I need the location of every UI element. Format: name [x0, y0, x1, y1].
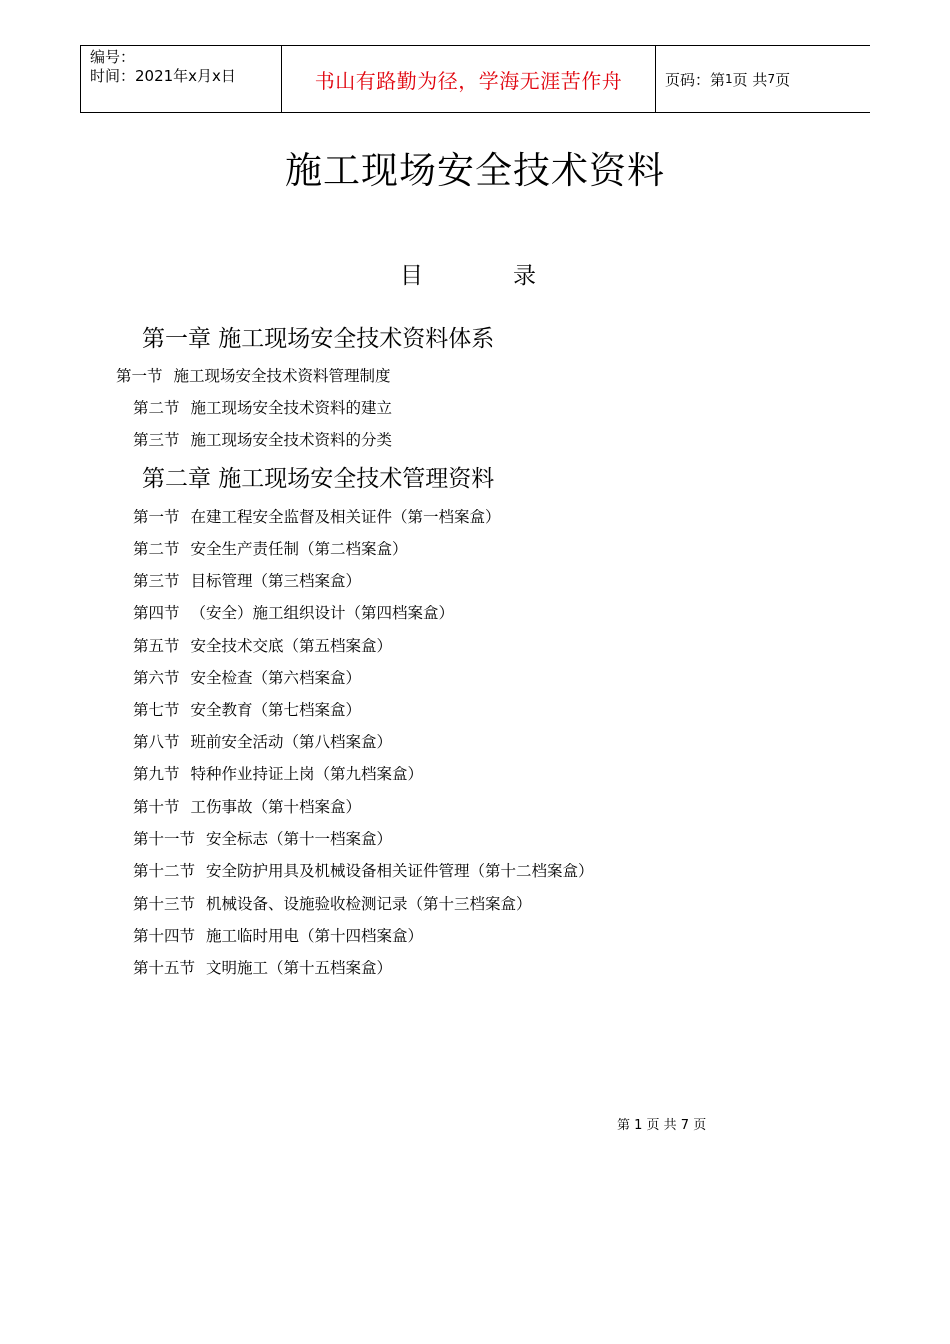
toc-section-number: 第十节	[133, 798, 180, 816]
toc-section-number: 第二节	[133, 540, 180, 558]
toc-section	[133, 601, 454, 623]
toc-section-title: 安全技术交底（第五档案盒）	[190, 637, 393, 655]
toc-section-title: 安全教育（第七档案盒）	[190, 701, 362, 719]
toc-section-number: 第十一节	[133, 830, 196, 848]
toc-section-title: 施工现场安全技术资料管理制度	[173, 367, 391, 385]
toc-section	[133, 730, 392, 752]
toc-section-title: 特种作业持证上岗（第九档案盒）	[190, 765, 424, 783]
toc-section-title: 安全生产责任制（第二档案盒）	[190, 540, 408, 558]
document-time-label: 时间：2021年x月x日	[90, 67, 236, 85]
toc-section-number: 第六节	[133, 669, 180, 687]
toc-heading-right: 录	[513, 263, 536, 289]
toc-section	[133, 762, 423, 784]
toc-section-title: 施工临时用电（第十四档案盒）	[206, 927, 424, 945]
toc-section	[133, 666, 361, 688]
toc-section-title: 施工现场安全技术资料的分类	[190, 431, 393, 449]
toc-section-number: 第八节	[133, 733, 180, 751]
toc-section-title: 安全防护用具及机械设备相关证件管理（第十二档案盒）	[206, 862, 594, 880]
toc-section	[133, 892, 532, 914]
toc-section	[133, 537, 408, 559]
toc-section-title: 安全标志（第十一档案盒）	[206, 830, 393, 848]
toc-section	[133, 569, 361, 591]
page-info-total: 7	[767, 72, 776, 86]
toc-section	[133, 827, 392, 849]
page-footer: 第 1 页 共 7 页	[617, 1118, 707, 1133]
toc-section	[133, 505, 501, 527]
toc-section-title: （安全）施工组织设计（第四档案盒）	[190, 604, 455, 622]
document-header	[80, 45, 870, 113]
toc-section-title: 施工现场安全技术资料的建立	[190, 399, 393, 417]
toc-section-number: 第三节	[133, 572, 180, 590]
page-info-current: 1	[725, 72, 733, 86]
toc-section	[133, 795, 361, 817]
toc-chapter-2: 第二章 施工现场安全技术管理资料	[142, 466, 495, 492]
toc-heading	[400, 257, 536, 290]
toc-section-title: 安全检查（第六档案盒）	[190, 669, 362, 687]
toc-section-number: 第四节	[133, 604, 180, 622]
toc-section-number: 第一节	[116, 367, 163, 385]
toc-section	[133, 428, 392, 450]
header-page-info	[656, 46, 870, 112]
toc-section-number: 第七节	[133, 701, 180, 719]
page-info-suffix: 页	[775, 70, 791, 89]
toc-section-number: 第五节	[133, 637, 180, 655]
toc-section-number: 第二节	[133, 399, 180, 417]
header-motto: 书山有路勤为径，学海无涯苦作舟	[282, 46, 656, 112]
toc-section	[133, 634, 392, 656]
page-info-prefix: 页码：第	[665, 70, 726, 89]
page-info-mid: 页 共	[732, 70, 768, 89]
document-title: 施工现场安全技术资料	[285, 149, 665, 192]
toc-section	[116, 364, 391, 386]
document-number-label: 编号：	[90, 48, 136, 66]
toc-section-number: 第十三节	[133, 895, 196, 913]
toc-section-number: 第一节	[133, 508, 180, 526]
toc-section-title: 机械设备、设施验收检测记录（第十三档案盒）	[206, 895, 532, 913]
toc-section	[133, 698, 361, 720]
toc-section-title: 工伤事故（第十档案盒）	[190, 798, 362, 816]
toc-section-number: 第九节	[133, 765, 180, 783]
toc-section-title: 班前安全活动（第八档案盒）	[190, 733, 393, 751]
toc-section-title: 在建工程安全监督及相关证件（第一档案盒）	[190, 508, 501, 526]
toc-section-number: 第三节	[133, 431, 180, 449]
toc-section-title: 文明施工（第十五档案盒）	[206, 959, 393, 977]
toc-section-number: 第十四节	[133, 927, 196, 945]
toc-section-number: 第十二节	[133, 862, 196, 880]
header-meta-cell	[80, 46, 282, 112]
toc-section	[133, 396, 392, 418]
toc-heading-left: 目	[400, 263, 423, 289]
toc-section	[133, 924, 423, 946]
toc-chapter-1: 第一章 施工现场安全技术资料体系	[142, 326, 495, 352]
toc-section-title: 目标管理（第三档案盒）	[190, 572, 362, 590]
toc-section	[133, 859, 594, 881]
toc-section	[133, 956, 392, 978]
toc-section-number: 第十五节	[133, 959, 196, 977]
